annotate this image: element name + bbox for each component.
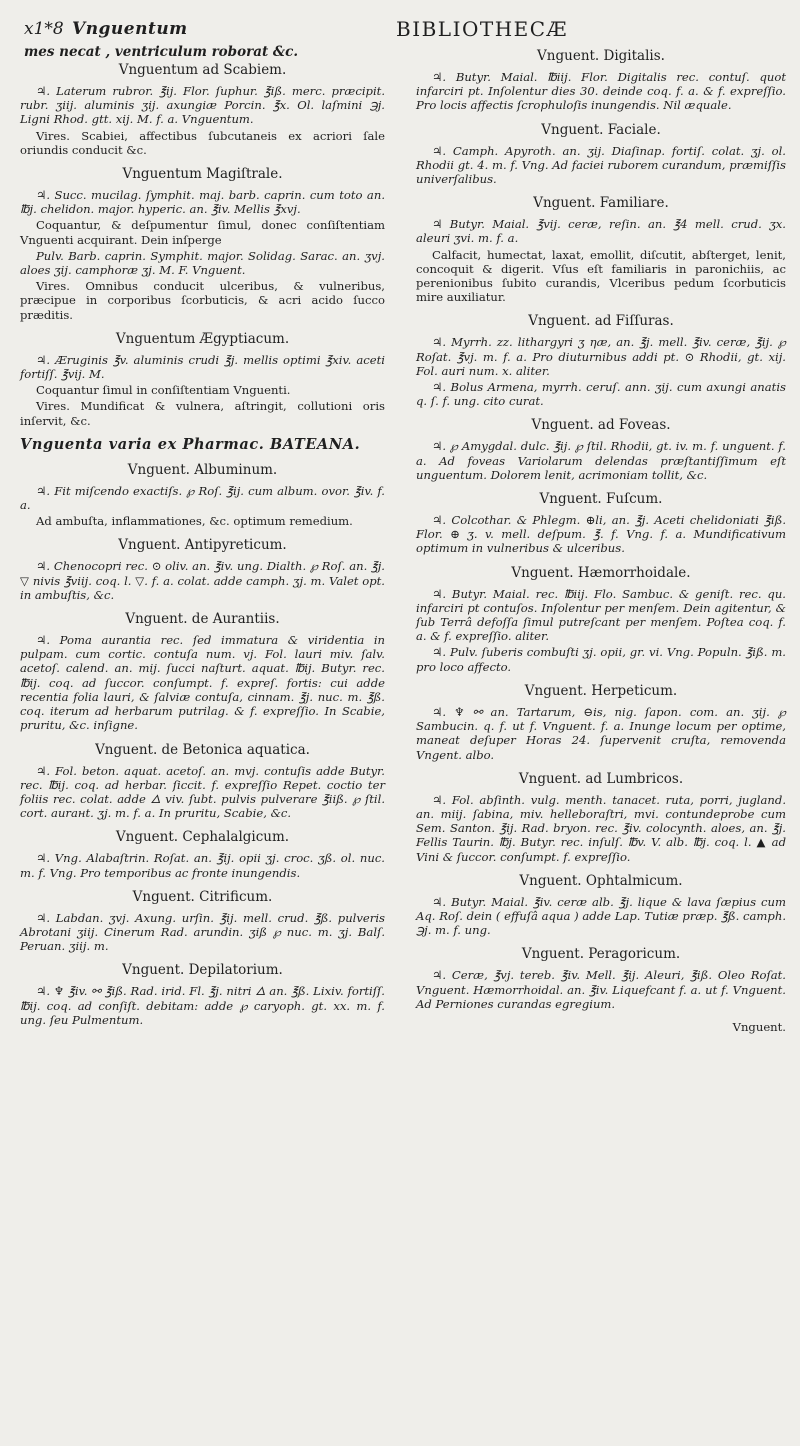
recipe-title: Vnguent. ad Fiſſuras. <box>528 313 674 330</box>
recipe-title: Vnguent. Antipyreticum. <box>118 537 287 554</box>
recipe-title: Vnguentum Magiſtrale. <box>122 166 283 183</box>
recipe-block <box>416 313 786 408</box>
recipe-title: Vnguent. Citrificum. <box>132 888 273 905</box>
recipe-text: Vires. Omnibus conducit ulceribus, & vulneribus, præcipue in corporibus ſcorbuticis, & acri acido ſucco præditis. <box>20 279 385 322</box>
recipe-title: Vnguent. Faciale. <box>541 121 661 138</box>
recipe-text: ♃. Myrrh. zz. lithargyri ʒ ηæ, an. ℥j. mell. ℥iv. ceræ, ℥ij. ℘ Roſat. ℥vj. m. f. a. Pro diuturnibus addi pt. ⊙ Rhodii, gt. xij. Fol. auri num. x. aliter. <box>416 335 786 378</box>
recipe-title: Vnguentum ad Scabiem. <box>118 62 287 78</box>
continuation-line: mes necat , ventriculum roborat &c. <box>24 44 299 60</box>
recipe-text: ♃. Labdan. ʒvj. Axung. urſin. ℥ij. mell. crud. ℥ß. pulveris Abrotani ʒiij. Cinerum Rad. arundin. ʒiß ℘ nuc. m. ʒj. Balſ. Peruan. ʒiij. m. <box>20 910 385 954</box>
recipe-text: Vires. Mundificat & vulnera, aſtringit, collutioni oris inſervit, &c. <box>20 399 385 428</box>
recipe-block <box>20 437 385 453</box>
recipe-block <box>416 195 786 304</box>
recipe-block <box>20 962 385 1027</box>
recipe-text: ♃. Vng. Alabaſtrin. Roſat. an. ℥ij. opii ʒj. croc. ʒß. ol. nuc. m. f. Vng. Pro temporibus ac fronte inungendis. <box>20 851 385 880</box>
recipe-block <box>416 683 786 762</box>
recipe-block <box>20 331 385 428</box>
recipe-text: ♃. Pulv. ſuberis combuſti ʒj. opii, gr. vi. Vng. Populn. ℥iß. m. pro loco affecto. <box>416 645 786 674</box>
recipe-text: Ad ambuſta, inflammationes, &c. optimum remedium. <box>36 514 353 529</box>
recipe-title: Vnguent. Familiare. <box>533 195 669 212</box>
recipe-block <box>416 491 786 556</box>
recipe-text: ♃. Poma aurantia rec. ſed immatura & viridentia in pulpam. cum cortic. contuſa num. vj. Fol. lauri miv. ſalv. acetoſ. calend. an. mij. ſucci naſturt. aquat. ℔ij. Butyr. rec. ℔ij. coq. ad ſuccor. conſumpt. f. expreſ. fortis: cui adde recentia folia lauri, & ſalviæ contuſa, cinnam. ℥j. nuc. m. ℥ß. coq. iterum ad herbarum putrilag. & f. expreſſio. In Scabie, pruritu, &c. inſigne. <box>20 633 385 733</box>
recipe-title: Vnguent. Digitalis. <box>537 48 665 64</box>
running-title: Vnguentum <box>72 19 188 39</box>
recipe-text: ♃. Laterum rubror. ℥ij. Flor. ſuphur. ℥iß. merc. præcipit. rubr. ʒiij. aluminis ʒij. axungiæ Porcin. ℥x. Ol. laſmini ℈j. Ligni Rhod. gtt. xij. M. f. a. Vnguentum. <box>20 84 385 127</box>
recipe-text: Calfacit, humectat, laxat, emollit, diſcutit, abſterget, lenit, concoquit & digerit. Vſus eſt familiaris in paronichiis, ac perenionibus ſubito curandis, Vlceribus pedum ſcorbuticis mire auxiliatur. <box>416 247 786 305</box>
recipe-block <box>20 537 385 602</box>
recipe-text: ♃. ♆ ℥iv. ⚯ ℥iß. Rad. irid. Fl. ℥j. nitri 🜂 an. ℥ß. Lixiv. fortiſſ. ℔ij. coq. ad conſiſt. debitam: adde ℘ caryoph. gt. xx. m. f. ung. ſeu Pulmentum. <box>20 984 385 1027</box>
recipe-text: ♃. Fol. abſinth. vulg. menth. tanacet. ruta, porri, jugland. an. miij. ſabina, miv. helleboraſtri, mvi. contundeprobe cum Sem. Santon. ℥ij. Rad. bryon. rec. ℥iv. colocynth. aloes, an. ℥j. Fellis Taurin. ℔j. Butyr. rec. inſulſ. ℔v. V. alb. ℔j. coq. l. ▲ ad Vini & ſuccor. conſumpt. f. expreſſio. <box>416 792 786 864</box>
recipe-text: ♃. Fol. beton. aquat. acetoſ. an. mvj. contuſis adde Butyr. rec. ℔ij. coq. ad herbar. ſiccit. f. expreſſio Repet. coctio ter foliis rec. colat. adde 🜂 viv. ſubt. pulvis pulverare ℥iiß. ℘ ſtil. cort. auraнt. ʒj. m. f. a. In pruritu, Scabie, &c. <box>20 763 385 821</box>
recipe-title: Vnguent. Hæmorrhoidale. <box>511 564 691 581</box>
recipe-text: ♃. ♆ ⚯ an. Tartarum, ⊖is, nig. ſapon. com. an. ʒij. ℘ Sambucin. q. f. ut f. Vnguent. f. a. Inunge locum per optime, maneat deſuper Horas 24. ſupervenit cruſta, removenda Vngent. albo. <box>416 704 786 762</box>
recipe-block <box>416 873 786 938</box>
recipe-text: ♃. ℘ Amygdal. dulc. ℥ij. ℘ ſtil. Rhodii, gt. iv. m. f. unguent. f. a. Ad foveas Variolarum delendas præſtantiſſimum eſt unguentum. Dolorem lenit, acrimoniam tollit, &c. <box>416 439 786 482</box>
recipe-text: ♃. Æruginis ℥v. aluminis crudi ℥j. mellis optimi ℥xiv. aceti fortiſſ. ℥vij. M. <box>20 352 385 382</box>
catchword: Vnguent. <box>732 1019 786 1034</box>
recipe-block <box>20 611 385 732</box>
recipe-block <box>20 62 385 157</box>
recipe-text: ♃. Succ. mucilag. ſymphit. maj. barb. caprin. cum toto an. ℔j. chelidon. major. hyperic. an. ℥iv. Mellis ℥xvj. <box>20 188 385 217</box>
recipe-title: Vnguent. de Aurantiis. <box>125 611 280 628</box>
recipe-text: Vires. Scabiei, affectibus ſubcutaneis ex acriori ſale oriundis conducit &c. <box>20 128 385 157</box>
recipe-text: ♃. Camph. Apyroth. an. ʒij. Diaſinap. fortiſ. colat. ʒj. ol. Rhodii gt. 4. m. f. Vng. Ad faciei ruborem curandum, præmiſſis univerſalibus. <box>416 143 786 187</box>
header-library: BIBLIOTHECÆ <box>396 17 569 41</box>
recipe-text: ♃. Butyr. Maial. rec. ℔iij. Flo. Sambuc. & geniſt. rec. qu. infarciri pt contuſos. Inſolentur per menſem. Dein agitentur, & ſub Terrâ defoſſa ſimul putreſcant per menſem. Poſtea coq. f. a. & f. expreſſio. aliter. <box>416 586 786 644</box>
recipe-block <box>416 417 786 482</box>
recipe-block <box>416 48 786 113</box>
recipe-block <box>20 829 385 879</box>
recipe-title: Vnguent. Cephalalgicum. <box>115 829 290 846</box>
recipe-text: ♃. Butyr. Maial. ℔iij. Flor. Digitalis rec. contuſ. quot infarciri pt. Inſolentur dies 30. deinde coq. f. a. & f. expreſſio. Pro locis affectis ſcrophuloſis inungendis. Nil æquale. <box>416 70 786 113</box>
recipe-block <box>20 889 385 954</box>
recipe-title: Vnguent. ad Foveas. <box>531 417 671 434</box>
left-column <box>20 62 385 1442</box>
recipe-title: Vnguent. Fuſcum. <box>539 491 663 508</box>
recipe-text: Coquantur ſimul in conſiſtentiam Vnguenti. <box>36 383 291 398</box>
recipe-text: ♃. Colcothar. & Phlegm. ⊕li, an. ℥j. Aceti chelidoniati ℥iß. Flor. ⊕ ʒ. v. mell. deſpum. ℥. f. Vng. f. a. Mundificativum optimum in vulneribus & ulceribus. <box>416 513 786 556</box>
recipe-block <box>416 946 786 1011</box>
right-column <box>416 48 786 1428</box>
recipe-text: ♃. Butyr. Maial. ℥iv. ceræ alb. ℥j. lique & lava ſæpius cum Aq. Roſ. dein ( effuſâ aqua ) adde Lap. Tutiæ præp. ℥ß. camph. ℈j. m. f. ung. <box>416 894 786 938</box>
recipe-title: Vnguent. de Betonica aquatica. <box>95 741 310 758</box>
recipe-title: Vnguentum Ægyptiacum. <box>115 330 290 347</box>
recipe-block <box>20 166 385 322</box>
recipe-title: Vnguent. Albuminum. <box>127 461 278 478</box>
recipe-block <box>20 742 385 821</box>
recipe-title: Vnguent. ad Lumbricos. <box>518 770 684 787</box>
recipe-block <box>20 462 385 529</box>
recipe-block <box>416 771 786 864</box>
recipe-text: ♃. Chenocopri rec. ⊙ oliv. an. ℥iv. ung. Dialth. ℘ Roſ. an. ℥j. ▽ nivis ℥viij. coq. l. ▽. f. a. colat. adde camph. ʒj. m. Valet opt. in ambuſtis, &c. <box>20 559 385 602</box>
recipe-text: ♃. Fit miſcendo exactiſs. ℘ Roſ. ℥ij. cum album. ovor. ℥iv. f. a. <box>20 483 385 513</box>
recipe-title: Vnguenta varia ex Pharmac. BATEANA. <box>20 435 361 453</box>
recipe-block <box>416 122 786 187</box>
recipe-block <box>416 565 786 674</box>
recipe-title: Vnguent. Ophtalmicum. <box>519 872 683 889</box>
recipe-title: Vnguent. Herpeticum. <box>524 682 678 699</box>
page-number: x1*8 <box>24 19 64 39</box>
recipe-title: Vnguent. Peragoricum. <box>521 946 681 963</box>
recipe-text: ♃. Ceræ, ℥vj. tereb. ℥iv. Mell. ℥ij. Aleuri, ℥iß. Oleo Roſat. Vnguent. Hæmorrhoidal. an. ℥iv. Liquefcant f. a. ut f. Vnguent. Ad Perniones curandas egregium. <box>416 968 786 1011</box>
recipe-text: Pulv. Barb. caprin. Symphit. major. Solidag. Sarac. an. ʒvj. aloes ʒij. camphoræ ʒj. M. F. Vnguent. <box>20 248 385 278</box>
recipe-text: Coquantur, & deſpumentur ſimul, donec conſiſtentiam Vnguenti acquirant. Dein inſperge <box>20 218 385 247</box>
recipe-text: ♃ Butyr. Maial. ℥vij. ceræ, reſin. an. ℥4 mell. crud. ʒx. aleuri ʒvi. m. f. a. <box>416 217 786 246</box>
recipe-text: ♃. Bolus Armena, myrrh. ceruſ. ann. ʒij. cum axungi anatis q. ſ. f. ung. cito curat. <box>416 380 786 409</box>
recipe-title: Vnguent. Depilatorium. <box>122 962 283 979</box>
